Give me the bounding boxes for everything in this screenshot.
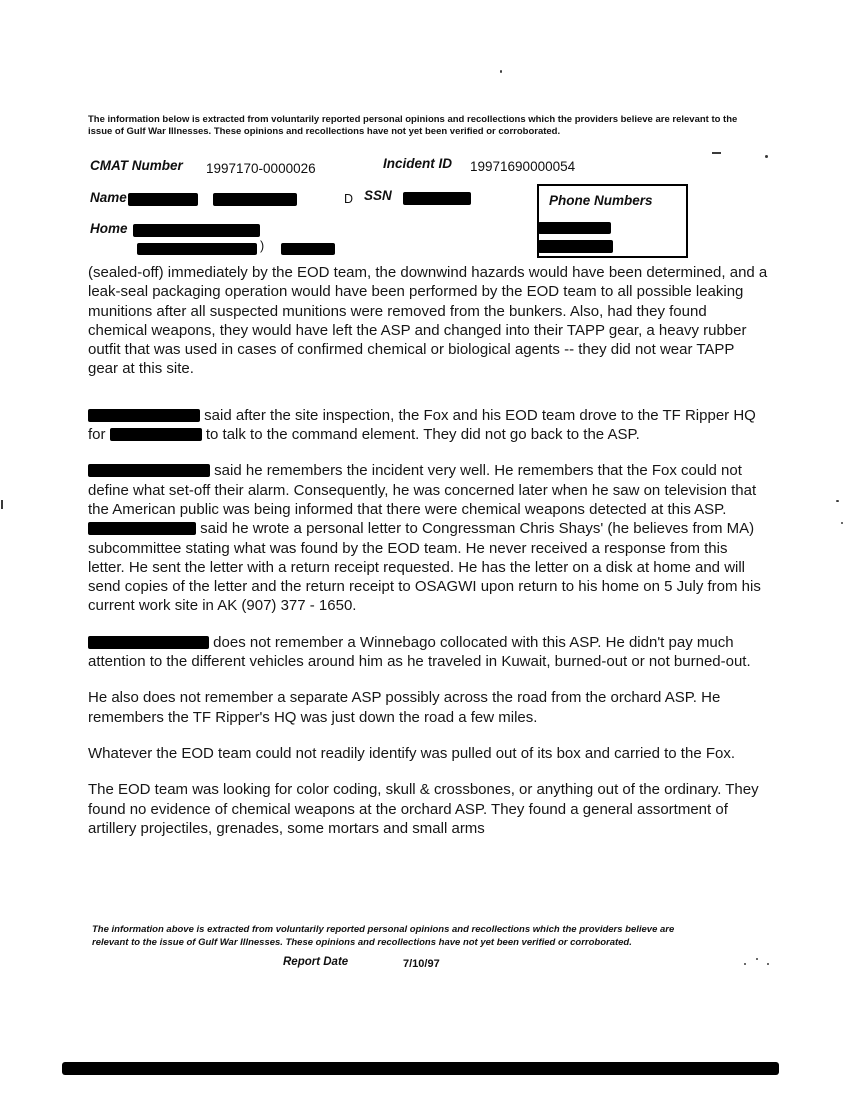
footer-disclaimer-text: The information above is extracted from voluntarily reported personal opinions and recollections which the providers believe are relevant to the issue of Gulf War Illnesses. These opinions and recollections have not yet been verified or corroborated. xyxy=(92,924,675,948)
redaction-bar-home-3 xyxy=(281,243,335,255)
name-label: Name xyxy=(90,190,127,205)
bottom-scan-bar xyxy=(62,1062,779,1075)
scan-artifact-dot xyxy=(841,522,843,524)
redaction-bar-home-2 xyxy=(137,243,257,255)
report-date-value: 7/10/97 xyxy=(403,958,440,970)
incident-id-label: Incident ID xyxy=(383,156,453,171)
paragraph-text: said he wrote a personal letter to Congressman Chris Shays' (he believes from MA) subcommittee stating what was found by the EOD team. He never received a response from this letter. He sent the letter with a return receipt requested. He has the letter on a disk at home and will send copies of the letter and the return receipt to OSAGWI upon return to his home on 5 July from his current work site in AK (907) 377 - 1650. xyxy=(88,520,761,615)
redaction-bar-home-1 xyxy=(133,224,260,237)
report-date-label: Report Date xyxy=(283,956,349,968)
document-body xyxy=(88,263,768,855)
paragraph-pulled-out xyxy=(88,744,768,763)
paragraph-color-coding xyxy=(88,780,768,838)
incident-id-value: 19971690000054 xyxy=(470,159,576,174)
redaction-bar-ssn xyxy=(403,192,471,205)
redaction-bar-inline xyxy=(88,522,196,535)
scan-artifact-dot xyxy=(756,958,758,960)
phone-numbers-box xyxy=(537,184,688,258)
paragraph-winnebago xyxy=(88,633,768,672)
cmat-number-label: CMAT Number xyxy=(90,158,183,173)
redaction-bar-phone-1 xyxy=(538,222,611,234)
paragraph-site-inspection xyxy=(88,406,768,445)
redaction-bar-inline xyxy=(110,428,202,441)
paragraph-text: (sealed-off) immediately by the EOD team, the downwind hazards would have been determined, and a leak-seal packaging operation would have been performed by the EOD team to all possible leaking munitions after all suspected munitions were removed from the bunkers. Also, had they found chemical weapons, they would have left the ASP and changed into their TAPP gear, a heavy rubber outfit that was used in cases of confirmed chemical or biological agents -- they did not wear TAPP gear at this site. xyxy=(88,264,768,378)
scan-artifact-tick xyxy=(1,500,3,509)
home-paren-mark: ) xyxy=(260,239,265,253)
scan-artifact-dash xyxy=(712,152,721,154)
name-middle-initial: D xyxy=(344,192,354,206)
scan-artifact-dot xyxy=(500,70,502,73)
cmat-number-value: 1997170-0000026 xyxy=(206,161,316,176)
ssn-label: SSN xyxy=(364,188,392,203)
redaction-bar-name-2 xyxy=(213,193,297,206)
top-disclaimer-text: The information below is extracted from voluntarily reported personal opinions and recollections which the providers believe are relevant to the issue of Gulf War Illnesses. These opinions and recollections have not yet been verified or corroborated. xyxy=(88,114,738,137)
paragraph-remembers-incident xyxy=(88,461,768,615)
paragraph-sealed-off xyxy=(88,263,768,379)
phone-numbers-label: Phone Numbers xyxy=(549,193,653,208)
paragraph-text: said he remembers the incident very well. He remembers that the Fox could not define what set-off their alarm. Consequently, he was concerned later when he saw on television that the American public was being informed that there were chemical weapons detected at this ASP. xyxy=(88,462,757,518)
redaction-bar-inline xyxy=(88,409,200,422)
scan-artifact-dot xyxy=(836,500,839,502)
scan-artifact-dot xyxy=(765,155,768,158)
scan-artifact-dot xyxy=(744,963,746,965)
redaction-bar-name-1 xyxy=(128,193,198,206)
paragraph-separate-asp xyxy=(88,688,768,727)
home-label: Home xyxy=(90,221,128,236)
paragraph-text: to talk to the command element. They did not go back to the ASP. xyxy=(205,426,640,444)
redaction-bar-inline xyxy=(88,636,209,649)
redaction-bar-phone-2 xyxy=(538,240,613,253)
redaction-bar-inline xyxy=(88,464,210,477)
paragraph-text: said after the site inspection, the Fox and his EOD team drove to the TF Ripper HQ for xyxy=(88,406,756,444)
paragraph-text: The EOD team was looking for color coding, skull & crossbones, or anything out of the ordinary. They found no evidence of chemical weapons at the orchard ASP. They found a general assortment of artillery projectiles, grenades, some mortars and small arms xyxy=(88,781,759,837)
paragraph-text: Whatever the EOD team could not readily identify was pulled out of its box and carried to the Fox. xyxy=(88,744,735,762)
paragraph-text: does not remember a Winnebago collocated with this ASP. He didn't pay much attention to the different vehicles around him as he traveled in Kuwait, burned-out or not burned-out. xyxy=(88,633,751,671)
scan-artifact-dot xyxy=(767,963,769,965)
paragraph-text: He also does not remember a separate ASP possibly across the road from the orchard ASP. He remembers the TF Ripper's HQ was just down the road a few miles. xyxy=(88,689,721,726)
